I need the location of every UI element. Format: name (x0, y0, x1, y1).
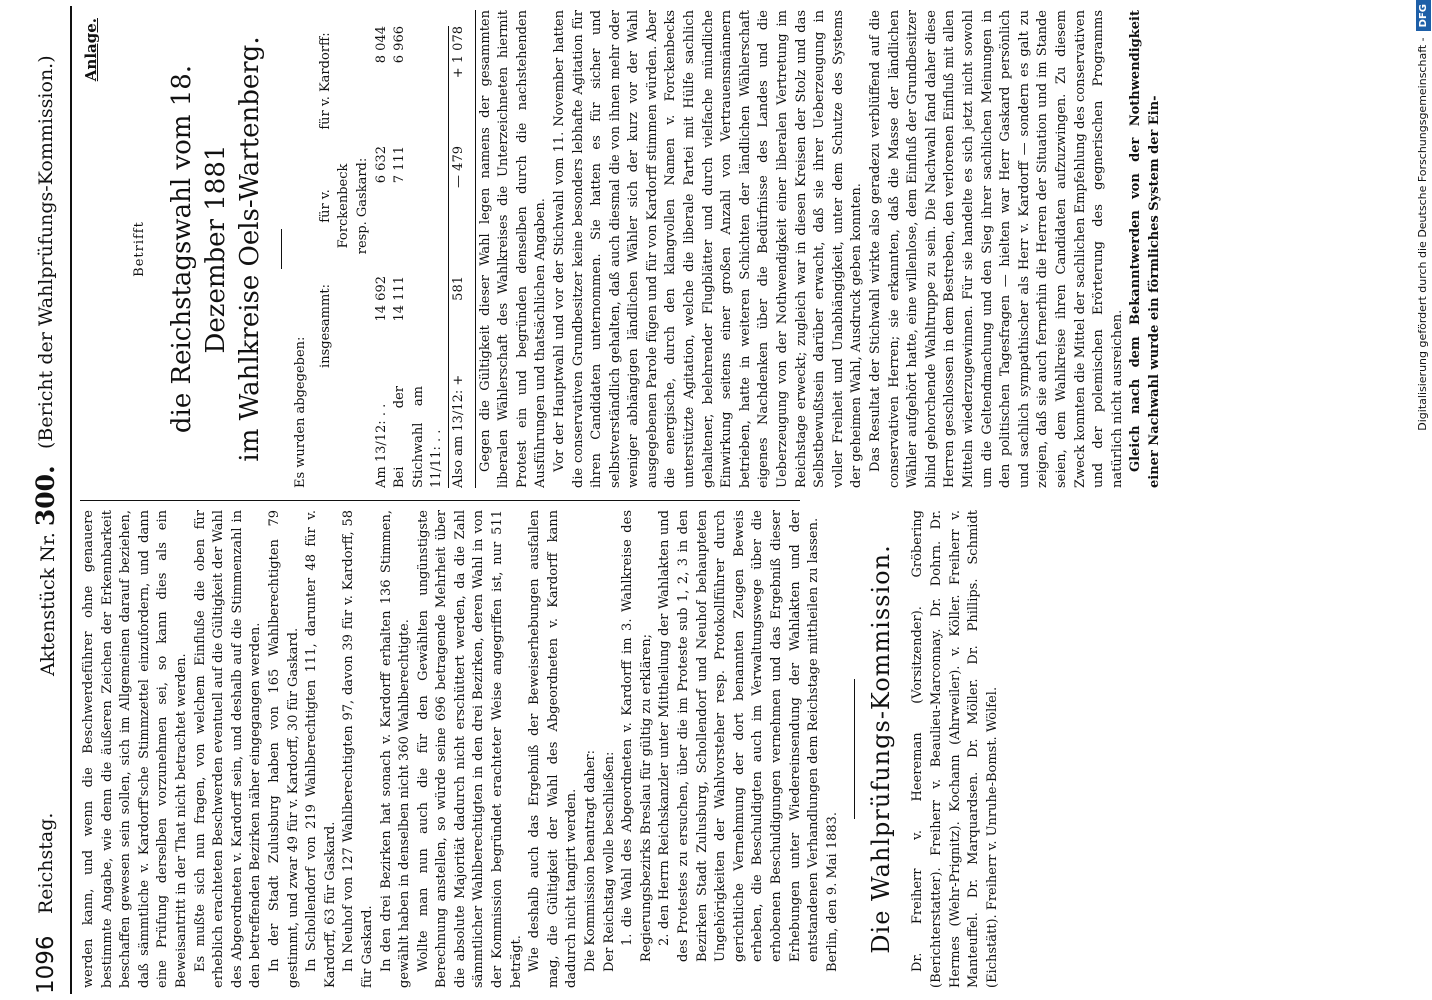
appendix-label: Anlage. (82, 18, 100, 82)
house-name: Reichstag. (35, 812, 57, 914)
paragraph: Gegen die Gültigkeit dieser Wahl legen namens der gesammten liberalen Wählerschaft des Wahlkreises die Unterzeichneten hiermit Protest ein und begründen denselben durch die nachstehenden Ausführungen und thatsächlichen Angaben. (477, 10, 549, 488)
paragraph: Es mußte sich nun fragen, von welchem Einfluße die oben für erheblich erachteten Beschwerden eventuell auf die Gültigkeit der Wahl des Abgeordneten v. Kardorff sein, und deshalb auf die Stimmenzahl in den betreffenden Bezirken näher eingegangen werden. (192, 510, 264, 988)
signature-date: Berlin, den 9. Mai 1883. (824, 811, 840, 972)
report-title: (Bericht der Wahlprüfungs-Kommission.) (35, 55, 57, 449)
paragraph: Der Reichstag wolle beschließen: (601, 751, 617, 972)
paragraph: Wollte man nun auch die für den Gewählten ungünstigste Berechnung anstellen, so würde seine 696 betragende Mehrheit über die absolute Majorität dadurch nicht erschüttert werden, da die Zahl sämmtlicher Wahlberechtigten in den drei Bezirken, deren Wahl in von der Kommission begründet erachteter Weise angegriffen ist, nur 511 beträgt. (415, 510, 524, 988)
paragraph: werden kann, und wenn die Beschwerdeführer ohne genauere bestimmte Angabe, wie denn die äußeren Zeichen der Erkennbarkeit beschaffen gewesen sein sollen, sich im Allgemeinen darauf beziehen, daß sämmtliche v. Kardorff'sche Stimmzettel einzufordern, und dann eine Prüfung derselben vorzunehmen sei, so kann dies als ein Beweisantritt in der That nicht betrachtet werden. (81, 510, 189, 988)
header-rule (70, 6, 72, 994)
vote-head-total: insgesammt: (317, 284, 333, 368)
vote-cell: 14 692 (373, 276, 389, 322)
resolution-item-2: 2. den Herrn Reichskanzler unter Mittheilung der Wahlakten und des Protestes zu ersuchen, über die im Proteste sub 1, 2, 3 in den Bezirken Stadt Zulusburg, Schollendorf und Neuhof behaupteten Ungehörigkeiten der Wahlvorsteher resp. Protokollführer durch gerichtliche Vernehmung der dort benannten Zeugen Beweis erheben, die Beschuldigten auch im Verwaltungswege über die erhobenen Beschuldigungen vernehmen und das Ergebniß dieser Erhebungen unter Wiedereinsendung der Wahlakten und der entstandenen Verhandlungen dem Reichstage mittheilen zu lassen. (657, 510, 822, 962)
vote-grid (317, 10, 469, 488)
paragraph: Das Resultat der Stichwahl wirkte also geradezu verblüffend auf die conservativen Herren; sie erkannten, daß die Masse der ländlichen Wähler aufgehört hatte, eine willenlose, dem Einfluß der Grundbesitzer blind gehorchende Wahltruppe zu sein. Die Nachwahl fand daher diese Herren geschlossen in dem Bestreben, den verlorenen Einfluß mit allen Mitteln wiederzugewinnen. Für sie handelte es sich jetzt nicht sowohl um die Geltendmachung und den Sieg ihrer sachlichen Meinungen in den politischen Tagesfragen — hielten war Herr Gaskard persönlich und sachlich sympathischer als Herr v. Kardorff — sondern es galt zu zeigen, daß sie auch fernerhin die Herren der Situation und im Stande seien, dem Wahlkreise ihren Candidaten aufzuzwingen. Zu diesem Zweck konnten die Mittel der sachlichen Empfehlung des conservativen und der polemischen Erörterung des gegnerischen Programms natürlich nicht ausreichen. (868, 10, 1125, 488)
digitization-text: Digitalisierung gefördert durch die Deutsche Forschungsgemeinschaft - (1416, 37, 1429, 431)
signature-rule (854, 679, 855, 819)
vote-table-end-rule (475, 10, 476, 488)
paragraph: Gleich nach dem Bekanntwerden von der Nothwendigkeit einer Nachwahl wurde ein förmliches System der Ein- (1128, 10, 1162, 488)
left-column (80, 510, 1424, 988)
right-column (80, 10, 1424, 488)
vote-cell: 8 044 (373, 26, 389, 64)
paragraph: Vor der Hauptwahl und vor der Stichwahl vom 11. November hatten die conservativen Grundbesitzer keine besonders lebhafte Agitation für ihren Candidaten unternommen. Sie hatten es für sicher und selbstverständlich gehalten, daß auch diesmal die von ihnen mehr oder weniger abhängigen ländlichen Wähler sich der kurz vor der Wahl ausgegebenen Parole fügen und für von Kardorff stimmen würden. Aber die energische, durch den klangvollen Namen v. Forckenbecks unterstützte Agitation, welche die liberale Partei mit Hülfe sachlich gehaltener, belehrender Flugblätter und durch vielfache mündliche Einwirkung seitens einer großen Anzahl von Vertrauensmännern betrieben, hatte in weiteren Schichten der ländlichen Wählerschaft eigenes Nachdenken über die Bedürfnisse des Landes und die Ueberzeugung von der Nothwendigkeit einer liberalen Vertretung im Reichstage erweckt; zugleich war in diesen Kreisen der Stolz und das Selbstbewußtsein darüber erwacht, daß sie ihrer Ueberzeugung in voller Freiheit und Unabhängigkeit, unter dem Schutze des Systems der geheimen Wahl, Ausdruck geben konnten. (551, 10, 865, 488)
vote-table-intro: Es wurden abgegeben: (293, 336, 309, 488)
vote-cell: — 479 (450, 146, 466, 188)
vote-cell: 14 111 (392, 276, 408, 322)
commission-members: Dr. Freiherr v. Heereman (Vorsitzender). Gröbering (Berichterstatter). Freiherr v. Beaulieu-Marconnay. Dr. Dohrn. Dr. Hermes (Wehr-Prignitz). Kochann (Ahrweiler). v. Köller. Freiherr v. Manteuffel. Dr. Marquardsen. Dr. Möller. Dr. Phillips. Schmidt (Eichstätt). Freiherr v. Unruhe-Bomst. Wölfel. (910, 510, 1000, 988)
vote-cell: 6 632 (373, 146, 389, 184)
subject-label: Betrifft (131, 221, 147, 277)
vote-table (292, 10, 475, 488)
paragraph: Wie deshalb auch das Ergebniß der Beweiserhebungen ausfallen mag, die Gültigkeit der Wahl des Abgeordneten v. Kardorff kann dadurch nicht tangirt werden. (527, 510, 580, 988)
digitization-stamp-inner (1413, 0, 1432, 1000)
paragraph: In Schollendorf von 219 Wahlberechtigten 111, darunter 48 für v. Kardorff, 63 für Gaskard. (304, 510, 338, 988)
vote-cell: 581 (450, 276, 466, 301)
vote-rule (448, 26, 449, 488)
column-divider (80, 500, 800, 501)
appendix-title-line-2: im Wahlkreise Oels-Wartenberg. (235, 36, 266, 462)
vote-cell: 6 966 (392, 26, 408, 64)
dfg-logo: DFG (1416, 0, 1431, 31)
vote-row-label: Also am 13/12: + (450, 374, 466, 488)
vote-head-col3: für v. Kardorff: (317, 32, 333, 130)
vote-row-label: Am 13/12: . . (373, 403, 389, 488)
appendix-title-line-1: die Reichstagswahl vom 18. Dezember 1881 (167, 64, 232, 434)
document-label (26, 465, 68, 676)
title-rule (281, 229, 282, 269)
document-label-text: Aktenstück Nr. (37, 532, 59, 676)
vote-cell: 7 111 (392, 146, 408, 184)
resolution-item-1: 1. die Wahl des Abgeordneten v. Kardorff im 3. Wahlkreise des Regierungsbezirks Breslau für gültig zu erklären; (620, 510, 654, 962)
page-number: 1096 (33, 935, 59, 994)
paragraph: In Neuhof von 127 Wahlberechtigten 97, davon 39 für v. Kardorff, 58 für Gaskard. (341, 510, 375, 988)
digitization-stamp (1413, 0, 1432, 1000)
paragraph: Die Kommission beantragt daher: (583, 750, 599, 972)
commission-title: Die Wahlprüfungs-Kommission. (867, 544, 896, 954)
document-number: 300. (31, 465, 60, 527)
vote-cell: + 1 078 (450, 26, 466, 79)
paragraph: In der Stadt Zulusburg haben von 165 Wahlberechtigten 79 gestimmt, und zwar 49 für v. Kardorff, 30 für Gaskard. (266, 510, 301, 988)
page-header (26, 2, 66, 994)
vote-row-label: Bei der Stichwahl am 11/11: . . (392, 386, 445, 488)
vote-head-blank (317, 386, 373, 488)
paragraph: In den drei Bezirken hat sonach v. Kardorff erhalten 136 Stimmen, gewählt haben in denselben nicht 360 Wahlberechtigte. (378, 510, 413, 988)
vote-head-col2: für v. Forckenbeck resp. Gaskard: (317, 157, 370, 255)
